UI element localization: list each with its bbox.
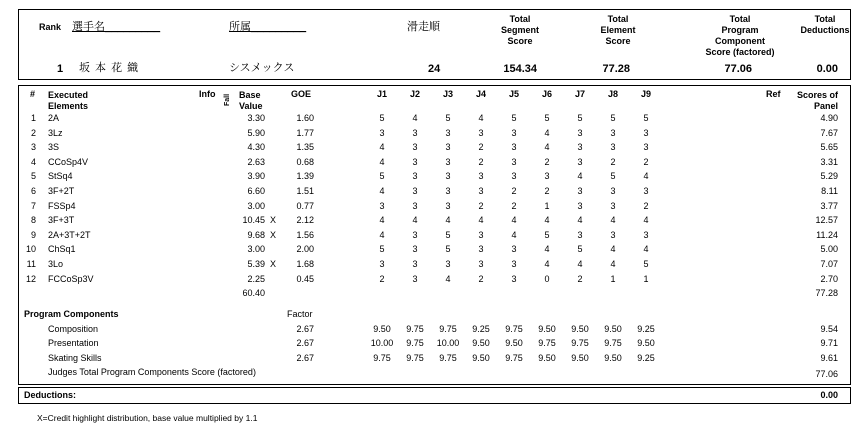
judge-score: 3 [643,186,649,196]
judge-score: 4 [445,273,451,284]
pc-name: Composition [48,324,99,334]
judge-score: 3 [511,244,517,255]
element-score: 3.77 [820,200,838,211]
judge-score: 4 [610,215,616,226]
pc-judge-score: 9.75 [406,338,424,349]
judge-score: 3 [577,200,583,211]
pc-score: 9.71 [820,338,838,349]
judge-score: 2 [478,200,484,211]
pc-factor-label: Factor [287,309,313,319]
element-goe: 0.77 [296,200,314,211]
pc-factor: 2.67 [296,352,314,363]
judge-score: 4 [478,113,484,123]
skater-name: 坂 本 花 織 [79,62,140,74]
judge-score: 3 [511,171,517,182]
col-judge-4: J4 [475,89,486,99]
judge-score: 3 [379,127,385,138]
element-score: 4.90 [820,113,838,123]
judge-score: 3 [412,171,418,182]
element-name: 3F+2T [48,186,75,196]
element-number: 9 [30,229,36,240]
pc-judge-score: 10.00 [370,338,394,349]
element-number: 12 [25,273,36,284]
element-base: 3.30 [247,113,265,123]
judge-score: 4 [544,127,550,138]
col-judge-8: J8 [607,89,618,99]
pc-judge-score: 9.50 [373,324,391,334]
judge-score: 4 [511,229,517,240]
judge-score: 2 [511,186,517,196]
element-base: 3.00 [247,244,265,255]
col-ref: Ref [766,89,781,99]
judge-score: 4 [577,171,583,182]
judge-score: 5 [643,259,649,269]
judge-score: 5 [379,171,385,182]
judge-score: 1 [544,200,550,211]
pc-judge-score: 10.00 [436,338,460,349]
judge-score: 5 [610,113,616,123]
deductions-label: Deductions: [24,390,77,400]
element-goe: 0.68 [296,156,314,167]
element-score: 7.67 [820,127,838,138]
element-base: 2.25 [247,273,265,284]
judge-score: 3 [478,259,484,269]
element-name: 3S [48,142,60,153]
element-goe: 1.68 [296,259,314,269]
judge-score: 2 [379,273,385,284]
judge-score: 3 [643,142,649,153]
tes-value: 77.28 [602,63,630,75]
pc-judge-score: 9.50 [571,324,589,334]
col-fall: Fall [224,93,231,106]
judge-score: 4 [577,215,583,226]
element-score: 5.00 [820,244,838,255]
pc-total-value: 77.06 [815,369,838,379]
element-score: 8.11 [821,186,838,196]
club-label: 所属_________ [229,21,307,33]
tss-value: 154.34 [503,63,537,75]
judge-score: 4 [643,215,649,226]
element-score: 11.24 [816,229,838,240]
judge-score: 2 [478,142,484,153]
element-goe: 2.12 [296,215,314,226]
judge-score: 5 [544,229,550,240]
judge-score: 2 [511,200,517,211]
pc-judge-score: 9.75 [505,352,523,363]
element-number: 2 [30,127,36,138]
judge-score: 3 [445,200,451,211]
judge-score: 3 [577,156,583,167]
judge-score: 5 [379,244,385,255]
pc-judge-score: 9.50 [538,352,556,363]
pc-factor: 2.67 [296,338,314,349]
judge-score: 4 [478,215,484,226]
judge-score: 5 [379,113,385,123]
deductions-value: 0.00 [816,63,838,75]
judge-score: 4 [643,171,649,182]
judge-score: 3 [412,229,418,240]
pc-judge-score: 9.50 [472,338,490,349]
judge-score: 5 [445,244,451,255]
judge-score: 5 [610,171,616,182]
pc-judge-score: 9.75 [571,338,589,349]
judge-score: 4 [544,215,550,226]
judge-score: 3 [610,229,616,240]
judge-score: 2 [643,156,649,167]
element-number: 6 [30,186,36,196]
name-label: 選手名_________ [72,21,161,33]
judge-score: 3 [445,171,451,182]
element-bonus: X [270,229,277,240]
judge-score: 3 [610,142,616,153]
element-base: 3.90 [247,171,265,182]
tes-label: Total Element Score [600,14,636,46]
judge-score: 3 [610,127,616,138]
rank-value: 1 [57,63,64,75]
element-goe: 1.39 [296,171,314,182]
judge-score: 3 [643,229,649,240]
element-goe: 1.35 [296,142,314,153]
element-score: 5.29 [820,171,838,182]
judge-score: 3 [577,142,583,153]
judge-score: 4 [412,215,418,226]
pc-judge-score: 9.75 [406,324,424,334]
judge-score: 4 [379,215,385,226]
element-bonus: X [270,215,277,226]
pc-judge-score: 9.50 [604,324,622,334]
pc-total-label: Judges Total Program Components Score (factored) [48,367,256,377]
judge-score: 3 [478,127,484,138]
element-name: 2A+3T+2T [48,229,91,240]
footnote: X=Credit highlight distribution, base value multiplied by 1.1 [37,413,258,423]
pcs-value: 77.06 [724,63,752,75]
judge-score: 2 [478,156,484,167]
tes-total: 77.28 [815,288,838,298]
judge-score: 3 [511,259,517,269]
judge-score: 3 [379,200,385,211]
judge-score: 3 [478,229,484,240]
element-base: 10.45 [242,215,265,226]
col-judge-9: J9 [640,89,651,99]
judge-score: 3 [412,142,418,153]
col-executed: Executed Elements [48,90,89,111]
element-name: CCoSp4V [48,156,89,167]
element-number: 10 [25,244,36,255]
judge-score: 3 [643,127,649,138]
judge-score: 3 [577,127,583,138]
pc-judge-score: 9.50 [637,338,655,349]
judge-score: 2 [643,200,649,211]
pc-judge-score: 9.50 [538,324,556,334]
element-base: 9.68 [247,229,265,240]
judge-score: 3 [412,244,418,255]
pc-judge-score: 9.50 [505,338,523,349]
judge-score: 2 [544,186,550,196]
base-total: 60.40 [242,288,265,298]
pc-judge-score: 9.50 [571,352,589,363]
judge-score: 1 [643,273,649,284]
element-number: 11 [26,259,36,269]
element-base: 6.60 [247,186,265,196]
element-name: StSq4 [48,171,73,182]
judge-score: 3 [412,200,418,211]
judge-score: 3 [610,186,616,196]
element-score: 7.07 [820,259,838,269]
judge-score: 3 [445,186,451,196]
judge-score: 5 [544,113,550,123]
element-number: 3 [30,142,36,153]
judge-score: 4 [610,259,616,269]
judge-score: 4 [379,229,385,240]
pc-name: Presentation [48,338,99,349]
judge-score: 5 [577,244,583,255]
element-score: 5.65 [820,142,838,153]
tss-label: Total Segment Score [500,14,539,46]
judge-score: 4 [379,156,385,167]
element-goe: 1.77 [296,127,314,138]
col-judge-1: J1 [376,89,387,99]
element-score: 2.70 [820,273,838,284]
element-base: 4.30 [247,142,265,153]
pc-factor: 2.67 [296,324,314,334]
judge-score: 3 [544,171,550,182]
order-value: 24 [428,63,441,75]
element-name: 2A [48,113,60,123]
judge-score: 2 [544,156,550,167]
element-score: 3.31 [820,156,838,167]
element-name: 3Lo [48,259,64,269]
element-name: 3F+3T [48,215,75,226]
element-bonus: X [270,259,277,269]
pc-judge-score: 9.75 [604,338,622,349]
judge-score: 2 [610,156,616,167]
element-base: 5.90 [247,127,265,138]
judge-score: 3 [511,273,517,284]
ded-label: Total Deductions [800,14,850,35]
judge-score: 4 [511,215,517,226]
judge-score: 3 [610,200,616,211]
col-num: # [30,89,36,99]
pc-judge-score: 9.75 [373,352,391,363]
judge-score: 1 [610,273,616,284]
element-number: 7 [30,200,36,211]
deductions-total: 0.00 [820,390,838,400]
pc-judge-score: 9.75 [439,324,457,334]
judge-score: 3 [511,142,517,153]
col-base: Base Value [239,90,263,111]
pcs-label: Total Program Component Score (factored) [705,14,775,57]
pc-judge-score: 9.75 [439,352,457,363]
col-scores: Scores of Panel [796,90,838,111]
element-score: 12.57 [815,215,838,226]
col-judge-2: J2 [409,89,420,99]
judge-score: 3 [412,273,418,284]
judge-score: 4 [544,244,550,255]
element-name: FSSp4 [48,200,76,211]
judge-score: 2 [478,273,484,284]
judge-score: 3 [412,127,418,138]
judge-score: 3 [445,259,451,269]
col-judge-6: J6 [541,89,552,99]
element-base: 3.00 [247,200,265,211]
element-number: 1 [30,113,36,123]
element-goe: 2.00 [296,244,314,255]
judge-score: 2 [577,273,583,284]
judge-score: 4 [544,142,550,153]
judge-score: 3 [577,186,583,196]
club-name: シスメックス [229,62,295,74]
judge-score: 3 [412,186,418,196]
col-judge-7: J7 [574,89,585,99]
pc-judge-score: 9.50 [604,352,622,363]
judge-score: 3 [412,259,418,269]
pc-judge-score: 9.25 [637,324,655,334]
judge-score: 4 [445,215,451,226]
judge-score: 4 [577,259,583,269]
pc-judge-score: 9.25 [472,324,490,334]
deductions-box [18,387,851,404]
col-info: Info [199,89,216,99]
judge-score: 5 [577,113,583,123]
pc-judge-score: 9.50 [472,352,490,363]
element-number: 5 [30,171,36,182]
rank-label: Rank [39,22,62,32]
pc-score: 9.54 [820,324,838,334]
judge-score: 3 [577,229,583,240]
element-base: 2.63 [247,156,265,167]
judge-score: 3 [478,244,484,255]
judge-score: 3 [445,127,451,138]
col-judge-3: J3 [442,89,453,99]
element-goe: 1.60 [296,113,314,123]
judge-score: 3 [445,142,451,153]
element-number: 4 [30,156,36,167]
col-goe: GOE [291,89,312,99]
judge-score: 3 [511,156,517,167]
element-number: 8 [30,215,36,226]
judge-score: 5 [445,229,451,240]
judge-score: 4 [544,259,550,269]
pc-judge-score: 9.75 [505,324,523,334]
judge-score: 5 [643,113,649,123]
order-label: 滑走順 [407,21,440,33]
judge-score: 3 [445,156,451,167]
judge-score: 4 [379,186,385,196]
pc-score: 9.61 [820,352,838,363]
pc-title: Program Components [24,309,119,319]
judge-score: 3 [379,259,385,269]
pc-judge-score: 9.25 [637,352,655,363]
judge-score: 3 [412,156,418,167]
judge-score: 3 [478,171,484,182]
judge-score: 5 [445,113,451,123]
pc-name: Skating Skills [48,352,102,363]
element-base: 5.39 [247,259,265,269]
element-name: 3Lz [48,127,63,138]
element-name: FCCoSp3V [48,273,94,284]
element-goe: 0.45 [296,273,314,284]
element-goe: 1.56 [296,229,314,240]
element-goe: 1.51 [296,186,314,196]
judge-score: 4 [610,244,616,255]
pc-judge-score: 9.75 [538,338,556,349]
pc-judge-score: 9.75 [406,352,424,363]
judge-score: 4 [379,142,385,153]
element-name: ChSq1 [48,244,76,255]
judge-score: 3 [478,186,484,196]
judge-score: 3 [511,127,517,138]
judge-score: 4 [643,244,649,255]
judge-score: 5 [511,113,517,123]
judge-score: 0 [544,273,550,284]
col-judge-5: J5 [508,89,519,99]
judge-score: 4 [412,113,418,123]
